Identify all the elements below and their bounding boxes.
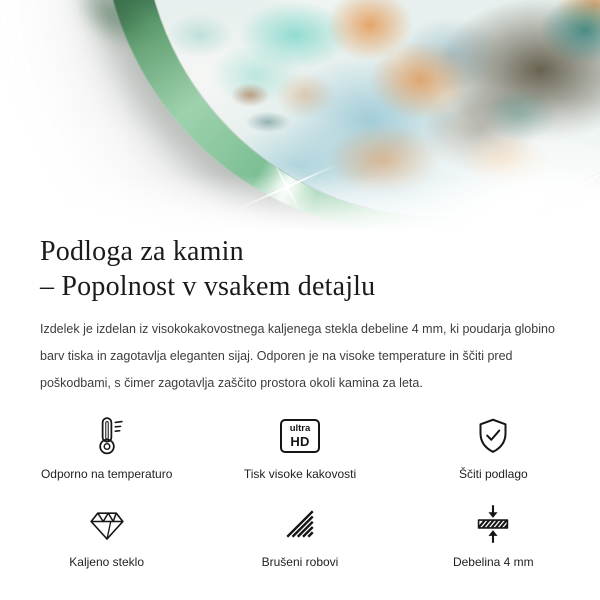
feature-label: Brušeni robovi — [261, 555, 339, 569]
diamond-icon — [87, 501, 127, 547]
feature-polished-edges — [203, 501, 396, 569]
feature-label: Tisk visoke kakovosti — [243, 467, 357, 481]
feature-tempered-glass — [10, 501, 203, 569]
product-title-line-1: Podloga za kamin — [40, 236, 244, 267]
feature-print-quality — [203, 413, 396, 481]
shield-check-icon — [473, 413, 513, 459]
feature-protects-surface — [397, 413, 590, 481]
product-description: Izdelek je izdelan iz visokokakovostnega kaljenega stekla debeline 4 mm, ki poudarja globino barv tiska in zagotavlja eleganten sijaj. Odporen je na visoke temperature in ščiti pred poškodbami, s čimer zagotavlja zaščito prostora okoli kamina za leta. — [40, 322, 555, 390]
thickness-icon-svg — [472, 502, 514, 546]
product-title — [40, 234, 560, 304]
thermometer-icon — [86, 413, 128, 459]
sparkle-core — [282, 182, 292, 192]
shield-check-icon-svg — [473, 415, 513, 457]
product-image — [0, 0, 600, 230]
feature-heat-resistant — [10, 413, 203, 481]
beveled-edges-icon-svg — [282, 506, 318, 542]
feature-label: Kaljeno steklo — [69, 555, 145, 569]
ultra-hd-badge — [280, 419, 320, 453]
feature-thickness — [397, 501, 590, 569]
thermometer-icon-svg — [86, 415, 128, 457]
glass-disc-marble-print — [143, 0, 600, 218]
ultra-hd-icon — [280, 413, 320, 459]
beveled-edges-icon — [282, 501, 318, 547]
product-info-section — [0, 230, 600, 569]
feature-label: Odporno na temperaturo — [40, 467, 173, 481]
features-grid — [0, 413, 600, 569]
ultra-hd-badge-top: ultra — [289, 423, 311, 435]
feature-label: Debelina 4 mm — [452, 555, 534, 569]
feature-label: Ščiti podlago — [458, 467, 528, 481]
thickness-icon — [472, 501, 514, 547]
ultra-hd-badge-bottom: HD — [290, 433, 310, 449]
diamond-icon-svg — [87, 506, 127, 542]
product-title-line-2: – Popolnost v vsakem detajlu — [40, 271, 376, 302]
